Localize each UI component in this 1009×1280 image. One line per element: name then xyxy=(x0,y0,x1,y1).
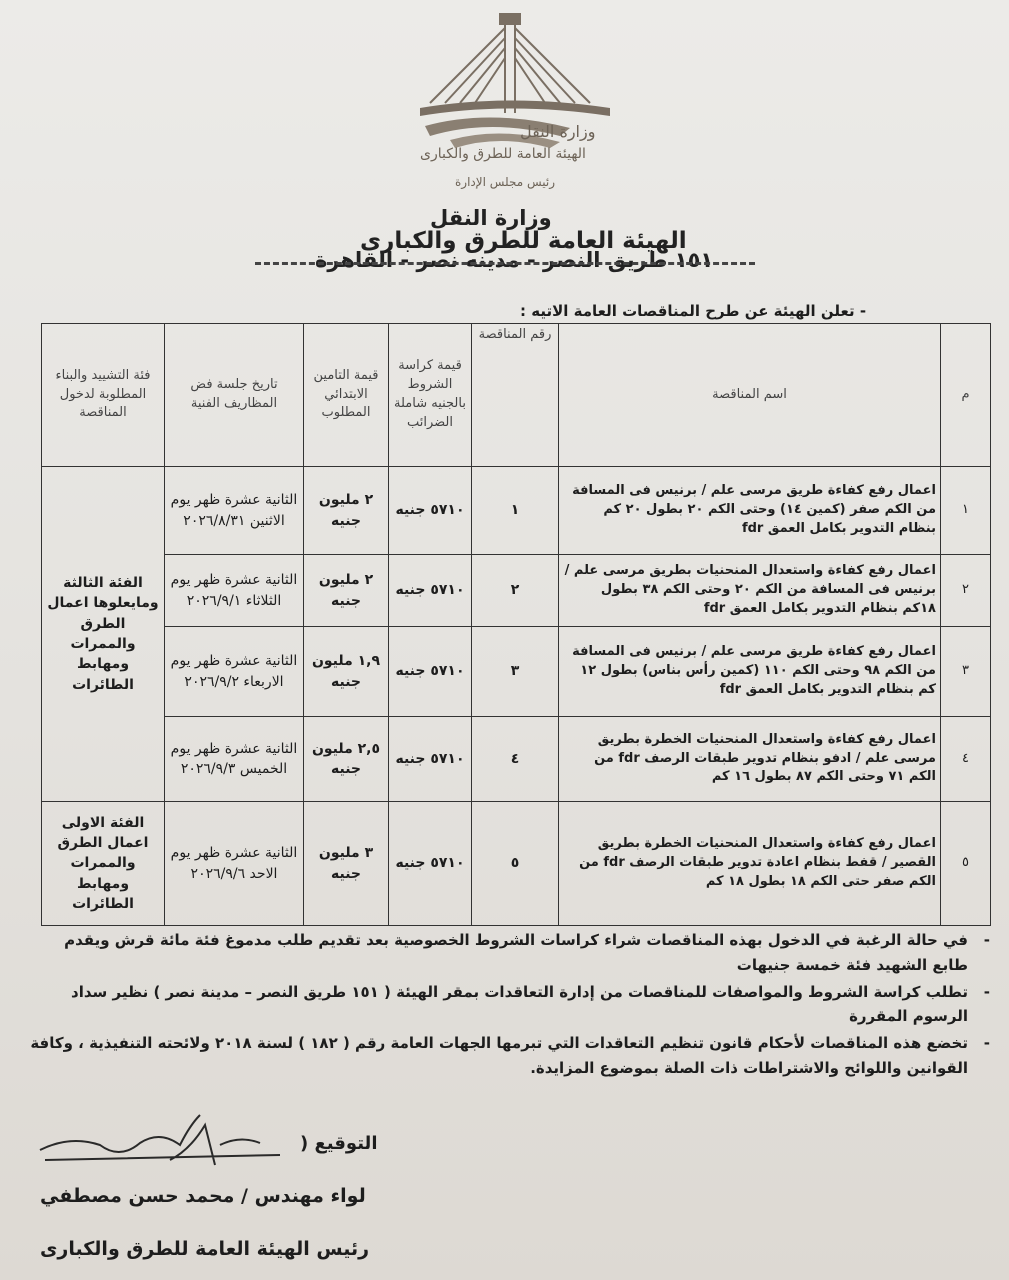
row-booklet: ٥٧١٠ جنيه xyxy=(389,467,472,555)
header-category: فئة التشييد والبناء المطلوبة لدخول المناقصة xyxy=(42,324,165,467)
logo-chairman-text: رئيس مجلس الإدارة xyxy=(455,175,556,189)
note-bullet: - xyxy=(983,982,990,1001)
logo-ministry-text: وزارة النقل xyxy=(520,122,596,141)
signatory-name: لواء مهندس / محمد حسن مصطفي xyxy=(40,1185,366,1207)
note-text: تخضع هذه المناقصات لأحكام قانون تنظيم التعاقدات التي تبرمها الجهات العامة رقم ( ١٨٢ ) لسنة ٢٠١٨ ولائحته التنفيذية ، وكافة القوانين واللوائح والاشتراطات ذات الصلة بموضوع المزايدة. xyxy=(30,1034,968,1077)
row-name: اعمال رفع كفاءة واستعدال المنحنيات بطريق مرسى علم / برنيس فى المسافة من الكم ٢٠ وحتى الكم ٣٨ بطول ١٨كم بنظام التدوير بكامل العمق fdr xyxy=(559,555,941,627)
tenders-table xyxy=(41,323,991,926)
row-name: اعمال رفع كفاءة واستعدال المنحنيات الخطرة بطريق مرسى علم / ادفو بنظام تدوير طبقات الرصف fdr من الكم ٧١ وحتى الكم ٨٧ بطول ١٦ كم xyxy=(559,717,941,802)
table-row xyxy=(42,717,991,802)
row-name: اعمال رفع كفاءة طريق مرسى علم / برنيس فى المسافة من الكم صفر (كمين ١٤) وحتى الكم ٢٠ بطول ٢٠ كم بنظام التدوير بكامل العمق fdr xyxy=(559,467,941,555)
row-tender-no: ٤ xyxy=(472,717,559,802)
row-insurance: ٣ مليون جنيه xyxy=(304,802,389,926)
ministry-heading: وزارة النقل xyxy=(430,206,552,230)
note-item xyxy=(30,1031,990,1081)
header-name: اسم المناقصة xyxy=(559,324,941,467)
row-no: ٤ xyxy=(941,717,991,802)
row-tender-no: ٣ xyxy=(472,627,559,717)
header-date: تاريخ جلسة فض المظاريف الفنية xyxy=(165,324,304,467)
row-booklet: ٥٧١٠ جنيه xyxy=(389,717,472,802)
note-bullet: - xyxy=(983,1034,990,1052)
row-booklet: ٥٧١٠ جنيه xyxy=(389,802,472,926)
row-insurance: ٢ مليون جنيه xyxy=(304,467,389,555)
category-cell-b: الفئة الاولى اعمال الطرق والممرات ومهابط الطائرات xyxy=(42,802,165,926)
row-date: الثانية عشرة ظهر يوم الاثنين ٢٠٢٦/٨/٣١ xyxy=(165,467,304,555)
table-row xyxy=(42,467,991,555)
row-date: الثانية عشرة ظهر يوم الاربعاء ٢٠٢٦/٩/٢ xyxy=(165,627,304,717)
bridge-logo-icon xyxy=(410,8,640,198)
header-booklet: قيمة كراسة الشروط بالجنيه شاملة الضرائب xyxy=(389,324,472,467)
row-tender-no: ٢ xyxy=(472,555,559,627)
category-cell-a: الفئة الثالثة ومايعلوها اعمال الطرق والممرات ومهابط الطائرات xyxy=(42,467,165,802)
header-tender-no: رقم المناقصة xyxy=(472,324,559,467)
table-row xyxy=(42,555,991,627)
note-item xyxy=(30,928,990,978)
note-text: في حالة الرغبة في الدخول بهذه المناقصات شراء كراسات الشروط الخصوصية بعد تقديم طلب مدموغ فئة مائة قرش ويقدم طابع الشهيد فئة خمسة جنيهات xyxy=(64,931,968,974)
row-insurance: ٢ مليون جنيه xyxy=(304,555,389,627)
header-divider xyxy=(255,262,755,265)
row-booklet: ٥٧١٠ جنيه xyxy=(389,627,472,717)
address-heading: ١٥١ طريق النصر - مدينه نصر - القاهرة xyxy=(315,248,714,272)
row-tender-no: ١ xyxy=(472,467,559,555)
row-no: ٥ xyxy=(941,802,991,926)
note-item xyxy=(30,980,990,1030)
row-no: ١ xyxy=(941,467,991,555)
row-booklet: ٥٧١٠ جنيه xyxy=(389,555,472,627)
row-tender-no: ٥ xyxy=(472,802,559,926)
row-name: اعمال رفع كفاءة واستعدال المنحنيات الخطرة بطريق القصير / قفط بنظام اعادة تدوير طبقات الرصف fdr من الكم صفر حتى الكم ١٨ بطول ١٨ كم xyxy=(559,802,941,926)
table-header-row xyxy=(42,324,991,467)
row-date: الثانية عشرة ظهر يوم الثلاثاء ٢٠٢٦/٩/١ xyxy=(165,555,304,627)
table-row xyxy=(42,802,991,926)
row-insurance: ٢,٥ مليون جنيه xyxy=(304,717,389,802)
table-row xyxy=(42,627,991,717)
notes-list xyxy=(30,928,990,1083)
logo-authority-text: الهيئة العامة للطرق والكبارى xyxy=(420,146,586,162)
note-bullet: - xyxy=(983,931,990,949)
signature-label: التوقيع ( xyxy=(300,1133,378,1154)
note-text: تطلب كراسة الشروط والمواصفات للمناقصات من إدارة التعاقدات بمقر الهيئة ( ١٥١ طريق النصر – مدينة نصر ) نظير سداد الرسوم المقررة xyxy=(71,982,968,1026)
header-insurance: قيمة التامين الابتدائي المطلوب xyxy=(304,324,389,467)
row-name: اعمال رفع كفاءة طريق مرسى علم / برنيس فى المسافة من الكم ٩٨ وحتى الكم ١١٠ (كمين رأس بناس) بطول ١٢ كم بنظام التدوير بكامل العمق fdr xyxy=(559,627,941,717)
row-date: الثانية عشرة ظهر يوم الاحد ٢٠٢٦/٩/٦ xyxy=(165,802,304,926)
row-no: ٣ xyxy=(941,627,991,717)
header-no: م xyxy=(941,324,991,467)
handwritten-signature-icon xyxy=(30,1105,290,1185)
signatory-title: رئيس الهيئة العامة للطرق والكبارى xyxy=(40,1238,370,1260)
row-date: الثانية عشرة ظهر يوم الخميس ٢٠٢٦/٩/٣ xyxy=(165,717,304,802)
row-insurance: ١,٩ مليون جنيه xyxy=(304,627,389,717)
row-no: ٢ xyxy=(941,555,991,627)
authority-heading: الهيئة العامة للطرق والكبارى xyxy=(360,228,687,254)
intro-text: - تعلن الهيئة عن طرح المناقصات العامة الاتيه : xyxy=(520,302,867,320)
